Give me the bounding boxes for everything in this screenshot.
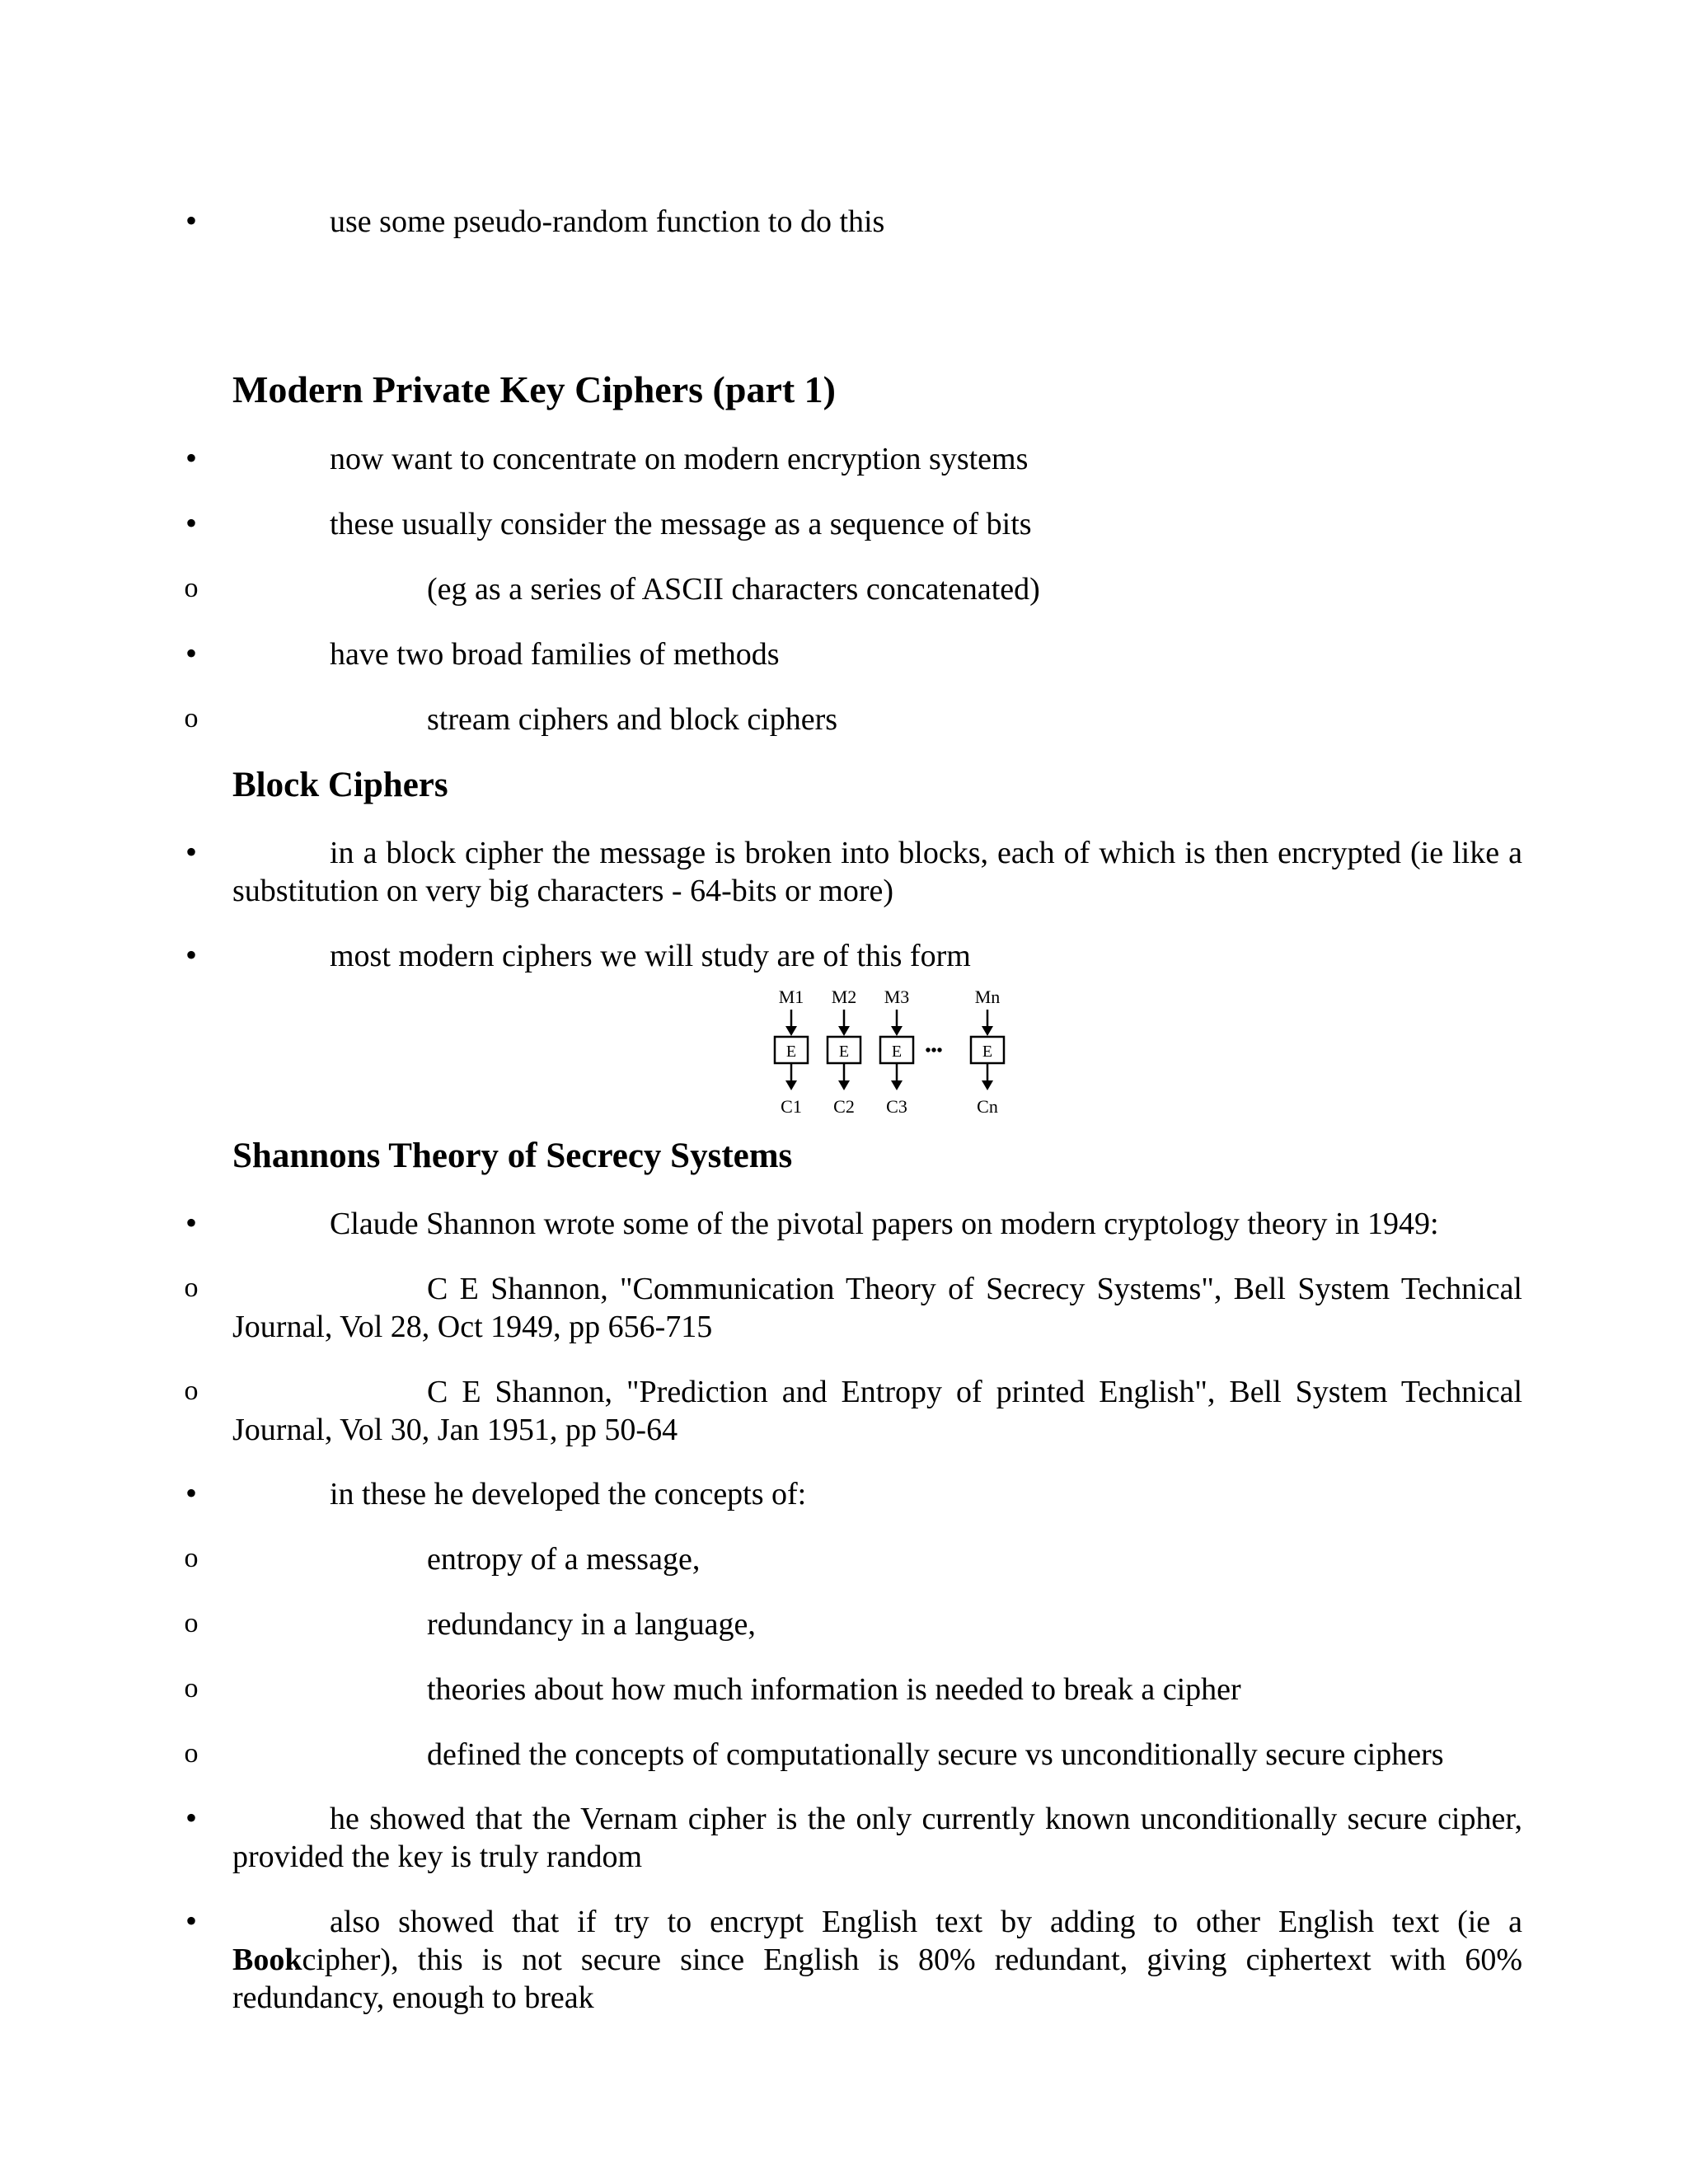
list-item-text: entropy of a message, xyxy=(427,1542,701,1577)
diagram-arrowhead xyxy=(838,1026,850,1036)
bold-term: Book xyxy=(232,1943,302,1977)
bullet: o xyxy=(184,573,199,603)
list-item-text: C E Shannon, "Communication Theory of Secrecy Systems", Bell System Technical Journal, Vol 28, Oct 1949, pp 656-715 xyxy=(232,1272,1522,1344)
section-heading-modern: Modern Private Key Ciphers (part 1) xyxy=(232,368,837,410)
diagram-arrowhead xyxy=(982,1080,993,1090)
list-item-text: in a block cipher the message is broken into blocks, each of which is then encrypted (ie like a substitution on very big characters - 64-bits or more) xyxy=(232,836,1522,908)
list-item-text: use some pseudo-random function to do this xyxy=(330,204,885,239)
diagram-box-label: E xyxy=(891,1043,903,1061)
bullet: o xyxy=(184,1673,199,1704)
diagram-arrowhead xyxy=(982,1026,993,1036)
list-item-text: these usually consider the message as a sequence of bits xyxy=(330,507,1032,541)
bullet: • xyxy=(185,936,197,973)
bullet: • xyxy=(185,504,197,541)
diagram-arrowhead xyxy=(785,1026,797,1036)
list-item-text-part: cipher), this is not secure since English is 80% redundant, giving ciphertext with 60% redundancy, enough to break xyxy=(232,1943,1522,2015)
bullet: • xyxy=(185,439,197,476)
bullet: • xyxy=(185,202,197,239)
list-item-text: in these he developed the concepts of: xyxy=(330,1477,807,1511)
list-item-text: have two broad families of methods xyxy=(330,637,780,672)
bullet: • xyxy=(185,1204,197,1241)
diagram-box-label: E xyxy=(838,1043,850,1061)
bullet: • xyxy=(185,635,197,672)
diagram-input-label: M1 xyxy=(778,987,804,1007)
bullet: • xyxy=(185,833,197,870)
bullet: • xyxy=(185,1799,197,1836)
list-item-text: C E Shannon, "Prediction and Entropy of printed English", Bell System Technical Journal, Vol 30, Jan 1951, pp 50-64 xyxy=(232,1375,1522,1447)
list-item-text: redundancy in a language, xyxy=(427,1607,756,1642)
diagram-output-label: C2 xyxy=(833,1096,855,1117)
diagram-ellipsis: ••• xyxy=(925,1042,943,1060)
list-item-text: stream ciphers and block ciphers xyxy=(427,702,838,737)
section-heading-shannon: Shannons Theory of Secrecy Systems xyxy=(232,1137,793,1175)
bullet: o xyxy=(184,1738,199,1769)
list-item-text: Claude Shannon wrote some of the pivotal papers on modern cryptology theory in 1949: xyxy=(330,1207,1439,1241)
list-item-text: (eg as a series of ASCII characters concatenated) xyxy=(427,572,1040,607)
diagram-output-label: Cn xyxy=(977,1096,998,1117)
diagram-input-label: Mn xyxy=(974,987,1001,1007)
list-item-text: defined the concepts of computationally secure vs unconditionally secure ciphers xyxy=(427,1737,1444,1772)
list-item-text-part: also showed that if try to encrypt English text by adding to other English text (ie a xyxy=(330,1905,1522,1939)
list-item-text: he showed that the Vernam cipher is the only currently known unconditionally secure cipher, provided the key is truly random xyxy=(232,1802,1522,1874)
bullet: o xyxy=(184,1272,199,1303)
bullet: o xyxy=(184,1376,199,1406)
diagram-box-label: E xyxy=(785,1043,797,1061)
diagram-arrowhead xyxy=(838,1080,850,1090)
diagram-arrowhead xyxy=(785,1080,797,1090)
diagram-output-label: C3 xyxy=(886,1096,907,1117)
list-item-text: theories about how much information is needed to break a cipher xyxy=(427,1672,1241,1707)
diagram-output-label: C1 xyxy=(781,1096,802,1117)
diagram-arrowhead xyxy=(891,1026,903,1036)
list-item-text: now want to concentrate on modern encryption systems xyxy=(330,442,1029,476)
bullet: o xyxy=(184,1608,199,1638)
diagram-input-label: M3 xyxy=(884,987,910,1007)
bullet: • xyxy=(185,1474,197,1511)
section-heading-block: Block Ciphers xyxy=(232,766,448,804)
bullet: • xyxy=(185,1902,197,1939)
diagram-box-label: E xyxy=(982,1043,993,1061)
bullet: o xyxy=(184,703,199,733)
bullet: o xyxy=(184,1543,199,1573)
block-cipher-diagram xyxy=(758,985,1006,1125)
diagram-input-label: M2 xyxy=(831,987,857,1007)
diagram-arrowhead xyxy=(891,1080,903,1090)
list-item-text: most modern ciphers we will study are of this form xyxy=(330,939,971,973)
